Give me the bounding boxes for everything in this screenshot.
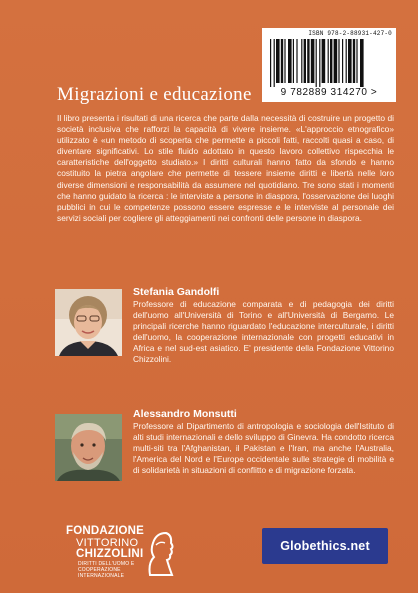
profile-emblem-icon: [144, 527, 174, 577]
barcode-bar: [328, 39, 329, 83]
barcode-bar: [288, 39, 292, 83]
barcode-bar: [316, 39, 317, 87]
author-photo-stefania: [55, 289, 122, 356]
author-photo-alessandro: [55, 414, 122, 481]
barcode-bar: [348, 39, 352, 83]
barcode-bar: [334, 39, 338, 83]
barcode-bar: [353, 39, 355, 83]
barcode-bar: [281, 39, 283, 83]
barcode-bar: [270, 39, 271, 87]
barcode-bar: [274, 39, 275, 87]
author-bio-1: Professore di educazione comparata e di pedagogia dei diritti dell'uomo all'Università di Torino e all'Università di Bergamo. Le principali ricerche hanno riguardato l'educazione interculturale, i diritti dell'uomo, la cooperazione internazionale con progetti educativi in Africa e nel sud-est asiatico. E' presidente della Fondazione Vittorino Chizzolini.: [133, 299, 394, 365]
fondazione-line1: FONDAZIONE: [66, 525, 145, 537]
fondazione-logo: [66, 525, 174, 579]
barcode-bar: [276, 39, 280, 83]
barcode-bar: [342, 39, 343, 83]
fondazione-line2: VITTORINO: [76, 537, 139, 549]
barcode: [262, 28, 396, 102]
intro-paragraph: Il libro presenta i risultati di una ricerca che parte dalla necessità di costruire un progetto di società inclusiva che rafforzi la capacità di vivere insieme. «L'approccio etnografico» utilizzato è «un metodo di scoperta che permette a piccoli fatti, raccolti quasi a caso, di diventare significativi. Lo stile fluido adottato in questo lavoro collettivo rispecchia le caratteristiche dell'oggetto studiato.» I diritti culturali hanno fatto da sfondo e hanno costituito la pietra angolare che permette di tessere insieme diritti e libertà nelle loro diverse dimensioni e responsabilità da assumere nel quotidiano. Tre sono stati i momenti che hanno guidato la ricerca : le interviste a persone in diaspora, l'osservazione dei luoghi pubblici in cui le competenze possono essere espresse e le interviste al personale dei servizi sociali per cogliere gli atteggiamenti nei confronti delle persone in diaspora.: [57, 113, 394, 223]
isbn-label: ISBN 978-2-88931-427-0: [308, 30, 392, 37]
globethics-logo: Globethics.net: [262, 528, 388, 564]
barcode-bars: [270, 39, 390, 87]
barcode-bar: [304, 39, 306, 83]
barcode-bar: [338, 39, 339, 83]
author-bio-2: Professore al Dipartimento di antropologia e sociologia dell'Istituto di alti studi internazionali e dello sviluppo di Ginevra. Ha condotto ricerca multi-siti tra l'Afghanistan, il Pakistan e l'Iran, ma anche l'Australia, l'America del Nord e l'Europe occidentale sulle strategie di mobilità e di solidarietà in situazioni di conflitto e di migrazione forzata.: [133, 421, 394, 476]
barcode-bar: [319, 39, 320, 87]
isbn-number: 9 782889 314270 >: [280, 87, 378, 98]
fondazione-line3: CHIZZOLINI: [76, 548, 144, 560]
barcode-bar: [307, 39, 309, 83]
barcode-bar: [360, 39, 364, 87]
barcode-bar: [293, 39, 294, 83]
barcode-bar: [330, 39, 332, 83]
barcode-bar: [296, 39, 297, 83]
barcode-bar: [322, 39, 326, 83]
barcode-bar: [284, 39, 285, 83]
barcode-bar: [356, 39, 357, 83]
author-name-1: Stefania Gandolfi: [133, 286, 220, 298]
barcode-bar: [301, 39, 302, 83]
fondazione-line4: DIRITTI DELL'UOMO E COOPERAZIONE INTERNAZIONALE: [78, 561, 135, 579]
barcode-bar: [346, 39, 347, 83]
author-name-2: Alessandro Monsutti: [133, 408, 237, 420]
book-title: Migrazioni e educazione: [57, 84, 252, 105]
barcode-bar: [311, 39, 315, 83]
